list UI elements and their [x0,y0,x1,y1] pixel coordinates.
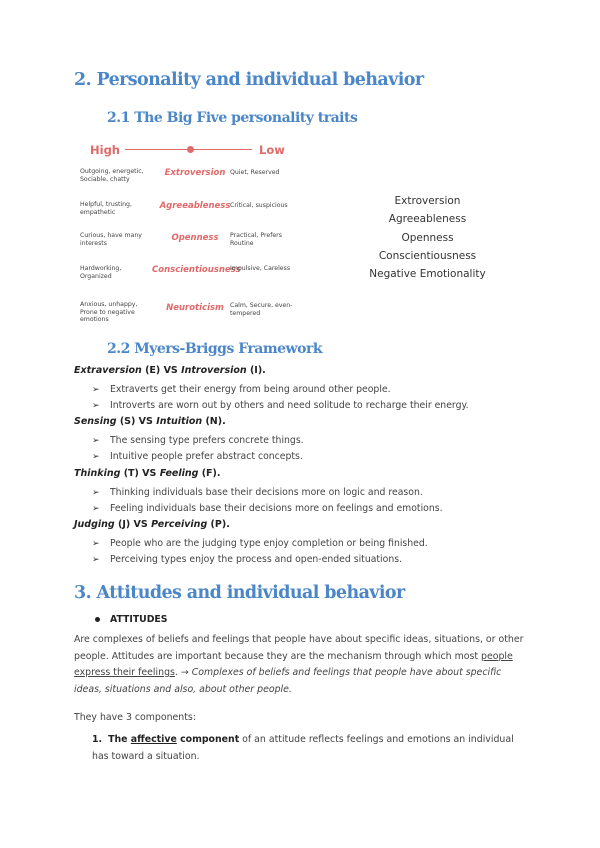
trait-low-desc: Impulsive, Careless [230,265,291,272]
trait-row-neuroticism [80,301,300,325]
arrow-bullet-icon: ➢ [92,452,100,462]
trait-name: Neuroticism [166,303,224,313]
list-item: ➢ Extraverts get their energy from being around other people. [92,384,391,395]
trait-low-desc: Practical, Prefers Routine [230,232,282,247]
components-intro: They have 3 components: [74,712,196,723]
trait-name: Openness [171,233,219,243]
section-2-title: 2. Personality and individual behavior [74,70,424,90]
list-item: ➢ Perceiving types enjoy the process and open-ended situations. [92,554,403,565]
bullet-dot-icon [95,617,100,622]
component-item-affective: 1. The affective component of an attitude reflects feelings and emotions an individual has toward a situation. [92,734,514,762]
list-item: ➢ People who are the judging type enjoy completion or being finished. [92,538,428,549]
list-item: ➢ Thinking individuals base their decisions more on logic and reason. [92,487,423,498]
attitudes-bullet: ATTITUDES [95,614,167,625]
list-item: ➢ Introverts are worn out by others and need solitude to recharge their energy. [92,400,469,411]
trait-high-desc: Hardworking, Organized [80,265,122,280]
subsection-2-2-title: 2.2 Myers-Briggs Framework [107,341,323,357]
trait-high-desc: Curious, have many interests [80,232,142,247]
trait-row-openness [80,231,300,255]
scale-high-label: High [90,143,120,157]
trait-high-desc: Helpful, trusting, empathetic [80,201,132,216]
trait-low-desc: Quiet, Reserved [230,169,280,176]
mb-dimension-heading: Extraversion (E) VS Introversion (I). [74,365,266,376]
big-five-list [360,192,495,283]
trait-name: Extroversion [164,168,226,178]
trait-low-desc: Calm, Secure, even-tempered [230,302,293,317]
mb-dimension-heading: Judging (J) VS Perceiving (P). [74,519,230,530]
arrow-bullet-icon: ➢ [92,401,100,411]
arrow-bullet-icon: ➢ [92,436,100,446]
scale-midpoint [187,146,194,153]
section-3-title: 3. Attitudes and individual behavior [74,583,405,603]
list-item: ➢ Intuitive people prefer abstract concepts. [92,451,303,462]
list-item: ➢ The sensing type prefers concrete things. [92,435,304,446]
list-item: ➢ Feeling individuals base their decisions more on feelings and emotions. [92,503,443,514]
subsection-2-1-title: 2.1 The Big Five personality traits [107,110,358,126]
trait-row-conscientiousness [80,264,300,288]
arrow-bullet-icon: ➢ [92,488,100,498]
list-item: Agreeableness [388,213,467,226]
trait-name: Conscientiousness [152,265,241,275]
list-item: Extroversion [394,195,461,207]
trait-name: Agreeableness [159,201,231,211]
scale-low-label: Low [259,143,285,157]
mb-dimension-heading: Sensing (S) VS Intuition (N). [74,416,226,427]
arrow-bullet-icon: ➢ [92,539,100,549]
arrow-bullet-icon: ➢ [92,504,100,514]
trait-high-desc: Anxious, unhappy, Prone to negative emotions [80,301,138,323]
trait-low-desc: Critical, suspicious [230,202,288,209]
list-item: Openness [401,231,454,244]
list-item: Negative Emotionality [369,268,486,281]
arrow-bullet-icon: ➢ [92,555,100,565]
list-item: Conscientiousness [378,249,477,262]
trait-row-agreeableness [80,200,300,224]
trait-high-desc: Outgoing, energetic, Sociable, chatty [80,168,144,183]
mb-dimension-heading: Thinking (T) VS Feeling (F). [74,468,221,479]
attitudes-definition: Are complexes of beliefs and feelings that people have about specific ideas, situations, or other people. Attitudes are important because they are the mechanism through which most people express their feelings. → Complexes of beliefs and feelings that people have about specific ideas, situations and also, about other people. [74,634,524,695]
trait-row-extroversion [80,167,300,191]
arrow-bullet-icon: ➢ [92,385,100,395]
